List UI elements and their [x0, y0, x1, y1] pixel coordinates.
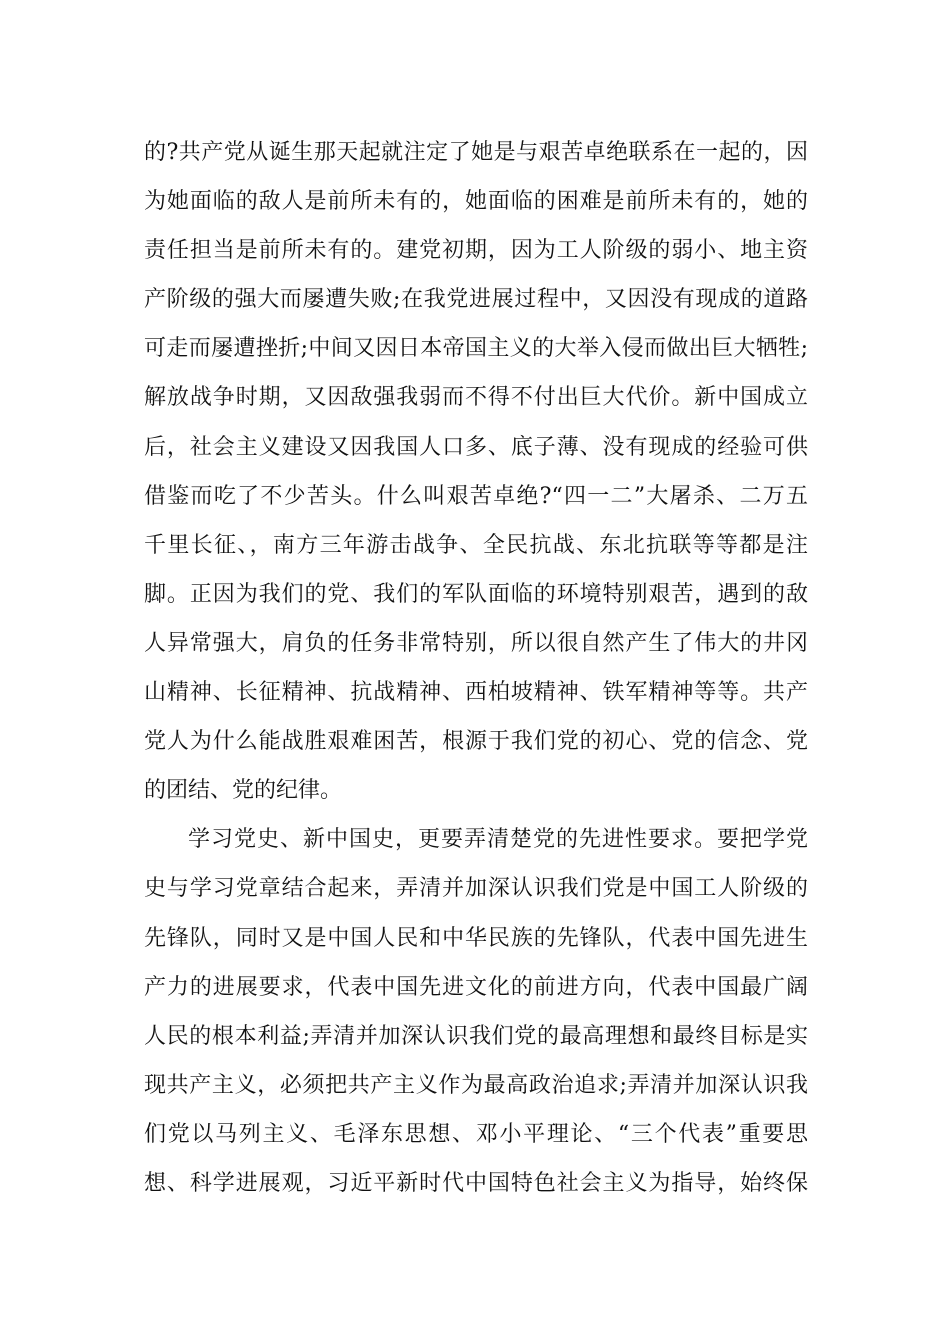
- text-line: 为她面临的敌人是前所未有的，她面临的困难是前所未有的，她的: [144, 189, 808, 215]
- text-line: 现共产主义，必须把共产主义作为最高政治追求;弄清并加深认识我: [144, 1072, 808, 1098]
- text-line: 产力的进展要求，代表中国先进文化的前进方向，代表中国最广阔: [144, 974, 808, 1000]
- text-line: 史与学习党章结合起来，弄清并加深认识我们党是中国工人阶级的: [144, 876, 808, 902]
- text-line: 解放战争时期，又因敌强我弱而不得不付出巨大代价。新中国成立: [144, 385, 808, 411]
- paragraph-1: [144, 128, 808, 815]
- text-line: 的团结、党的纪律。: [144, 778, 343, 804]
- text-line: 后，社会主义建设又因我国人口多、底子薄、没有现成的经验可供: [144, 434, 808, 460]
- text-line: 人异常强大，肩负的任务非常特别，所以很自然产生了伟大的井冈: [144, 630, 808, 656]
- paragraph-2: [144, 815, 808, 1208]
- text-line: 想、科学进展观，习近平新时代中国特色社会主义为指导，始终保: [144, 1170, 808, 1196]
- text-line: 可走而屡遭挫折;中间又因日本帝国主义的大举入侵而做出巨大牺牲;: [144, 336, 808, 362]
- text-line: 先锋队，同时又是中国人民和中华民族的先锋队，代表中国先进生: [144, 925, 808, 951]
- text-line: 产阶级的强大而屡遭失败;在我党进展过程中，又因没有现成的道路: [144, 287, 808, 313]
- body-text: [144, 128, 808, 1208]
- text-line: 人民的根本利益;弄清并加深认识我们党的最高理想和最终目标是实: [144, 1023, 808, 1049]
- text-line: 借鉴而吃了不少苦头。什么叫艰苦卓绝?“四一二”大屠杀、二万五: [144, 483, 808, 509]
- text-line: 们党以马列主义、毛泽东思想、邓小平理论、“三个代表”重要思: [144, 1121, 808, 1147]
- text-line: 山精神、长征精神、抗战精神、西柏坡精神、铁军精神等等。共产: [144, 680, 808, 706]
- text-line: 千里长征、，南方三年游击战争、全民抗战、东北抗联等等都是注: [144, 532, 808, 558]
- text-line: 责任担当是前所未有的。建党初期，因为工人阶级的弱小、地主资: [144, 238, 808, 264]
- text-line: 党人为什么能战胜艰难困苦，根源于我们党的初心、党的信念、党: [144, 729, 808, 755]
- text-line: 的?共产党从诞生那天起就注定了她是与艰苦卓绝联系在一起的，因: [144, 140, 808, 165]
- text-line: 脚。正因为我们的党、我们的军队面临的环境特别艰苦，遇到的敌: [144, 581, 808, 607]
- text-line: 学习党史、新中国史，更要弄清楚党的先进性要求。要把学党: [188, 827, 808, 853]
